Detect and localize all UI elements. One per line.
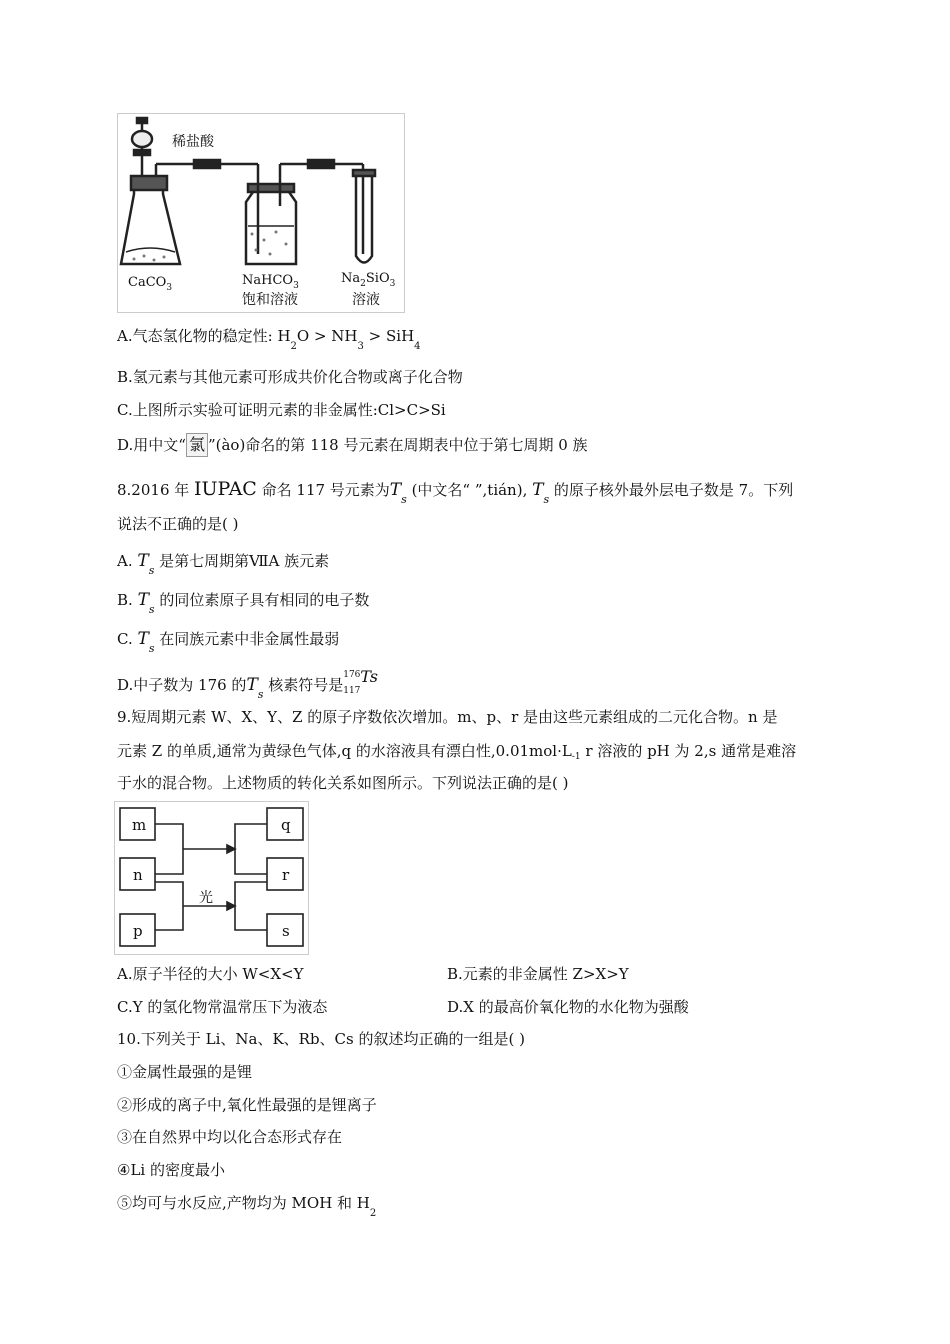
q7-option-a xyxy=(117,325,421,350)
funnel-label: 稀盐酸 xyxy=(172,134,214,150)
svg-text:Na2SiO3 xyxy=(341,271,396,289)
node-s: s xyxy=(282,922,290,940)
ts-symbol-sub: s xyxy=(148,564,155,577)
apparatus-figure xyxy=(117,113,405,313)
q8-option-b xyxy=(117,589,370,616)
bottle-label-1-sub: 3 xyxy=(293,281,299,291)
q9-option-b: B.元素的非金属性 Z>X>Y xyxy=(447,965,629,983)
ts-symbol-sub: s xyxy=(543,493,550,506)
q10-statement-2: ②形成的离子中,氧化性最强的是锂离子 xyxy=(117,1096,377,1114)
q8-d-pre: D.中子数为 176 的 xyxy=(117,676,247,694)
flask-label-sub: 3 xyxy=(166,283,173,293)
q8-a-text: 是第七周期第ⅦA 族元素 xyxy=(154,552,330,570)
q8-option-d xyxy=(117,667,381,701)
node-r: r xyxy=(282,866,290,884)
formula-sub: 3 xyxy=(357,341,364,352)
tube-label-2: 溶液 xyxy=(352,292,380,308)
q8-option-c xyxy=(117,628,340,655)
flask-label: CaCO xyxy=(128,275,167,290)
bottle-label-1: NaHCO xyxy=(242,273,294,288)
q7-option-a-formula xyxy=(277,327,421,352)
q7-option-c: C.上图所示实验可证明元素的非金属性:Cl>C>Si xyxy=(117,401,446,419)
q10-statement-3: ③在自然界中均以化合态形式存在 xyxy=(117,1128,343,1146)
tube-label-1b-sub: 3 xyxy=(389,279,396,289)
q9-unit-exp: -1 xyxy=(571,752,581,762)
node-q: q xyxy=(281,816,291,834)
q8-stem xyxy=(117,478,794,506)
ts-symbol: T xyxy=(137,590,149,610)
tube-label-1-sub: 2 xyxy=(360,279,366,289)
q8-stem-line2: 说法不正确的是( ) xyxy=(117,515,239,533)
formula-part: H xyxy=(277,327,291,345)
nuclide-atomic: 117 xyxy=(343,686,361,696)
q9-stem-line2 xyxy=(117,740,796,765)
q8-iupac: IUPAC xyxy=(194,478,257,500)
ts-symbol-sub: s xyxy=(148,603,155,616)
node-m: m xyxy=(132,816,147,834)
element-glyph-image: 氯 xyxy=(186,433,208,457)
q9-stem-line2-a: 元素 Z 的单质,通常为黄绿色气体,q 的水溶液具有漂白性,0.01mol·L xyxy=(117,742,572,760)
q9-option-d: D.X 的最高价氧化物的水化物为强酸 xyxy=(447,998,689,1016)
ts-symbol-sub: s xyxy=(148,642,155,655)
q10-s5-text: ⑤均可与水反应,产物均为 MOH 和 H xyxy=(117,1194,370,1212)
svg-text:NaHCO3 xyxy=(242,273,299,291)
q9-stem-line3: 于水的混合物。上述物质的转化关系如图所示。下列说法正确的是( ) xyxy=(117,774,569,792)
tube-label-1b: SiO xyxy=(365,271,390,286)
formula-part: O > NH xyxy=(296,327,358,345)
q8-stem-part4: 的原子核外最外层电子数是 7。下列 xyxy=(549,481,794,499)
svg-text:CaCO3 xyxy=(128,275,172,293)
q8-stem-part2: 命名 117 号元素为 xyxy=(256,481,390,499)
q10-statement-1: ①金属性最强的是锂 xyxy=(117,1063,253,1081)
q7-option-d xyxy=(117,433,588,457)
ts-symbol-sub: s xyxy=(401,493,407,506)
q9-stem-line2-b: r 溶液的 pH 为 2,s 通常是难溶 xyxy=(580,742,797,760)
ts-symbol: T xyxy=(532,480,544,500)
q8-b-pre: B. xyxy=(117,591,138,609)
q8-a-pre: A. xyxy=(117,552,138,570)
q9-stem-line1: 9.短周期元素 W、X、Y、Z 的原子序数依次增加。m、p、r 是由这些元素组成的二元化合物。n 是 xyxy=(117,708,778,726)
q8-d-mid: 核素符号是 xyxy=(263,676,344,694)
q9-option-c: C.Y 的氢化物常温常压下为液态 xyxy=(117,998,328,1016)
ts-symbol: T xyxy=(137,629,149,649)
nuclide-symbol xyxy=(343,667,381,696)
q7-option-a-text: A.气态氢化物的稳定性: xyxy=(117,327,273,345)
bottle-label-2: 饱和溶液 xyxy=(242,292,298,308)
q8-c-pre: C. xyxy=(117,630,138,648)
q10-statement-4: ④Li 的密度最小 xyxy=(117,1161,225,1179)
formula-sub: 4 xyxy=(414,341,421,352)
ts-symbol: T xyxy=(246,675,258,695)
reaction-diagram-svg xyxy=(115,802,308,954)
q10-stem: 10.下列关于 Li、Na、K、Rb、Cs 的叙述均正确的一组是( ) xyxy=(117,1030,525,1048)
ts-symbol-sub: s xyxy=(257,688,264,701)
node-n: n xyxy=(133,866,143,884)
q10-s5-sub: 2 xyxy=(369,1208,377,1219)
node-p: p xyxy=(133,922,143,940)
apparatus-diagram xyxy=(118,114,404,312)
q8-stem-part3: (中文名“ ”,tián), xyxy=(406,481,533,499)
q7-option-d-part2: ”(ào)命名的第 118 号元素在周期表中位于第七周期 0 族 xyxy=(207,436,588,454)
ts-symbol: T xyxy=(389,480,402,500)
q10-statement-5 xyxy=(117,1192,376,1217)
q8-stem-part1: 8.2016 年 xyxy=(117,481,195,499)
q8-c-text: 在同族元素中非金属性最弱 xyxy=(154,630,340,648)
reaction-diagram xyxy=(114,801,309,955)
q8-b-text: 的同位素原子具有相同的电子数 xyxy=(154,591,370,609)
nuclide-ts: Ts xyxy=(360,667,378,686)
q9-option-a: A.原子半径的大小 W<X<Y xyxy=(117,965,304,983)
formula-part: > SiH xyxy=(363,327,415,345)
q7-option-d-part1: D.用中文“ xyxy=(117,436,186,454)
q8-option-a xyxy=(117,550,330,577)
q7-option-b: B.氢元素与其他元素可形成共价化合物或离子化合物 xyxy=(117,368,463,386)
light-label: 光 xyxy=(199,890,213,906)
formula-sub: 2 xyxy=(290,341,297,352)
ts-symbol: T xyxy=(137,551,149,571)
tube-label-1: Na xyxy=(341,271,361,286)
nuclide-mass: 176 xyxy=(343,670,361,680)
